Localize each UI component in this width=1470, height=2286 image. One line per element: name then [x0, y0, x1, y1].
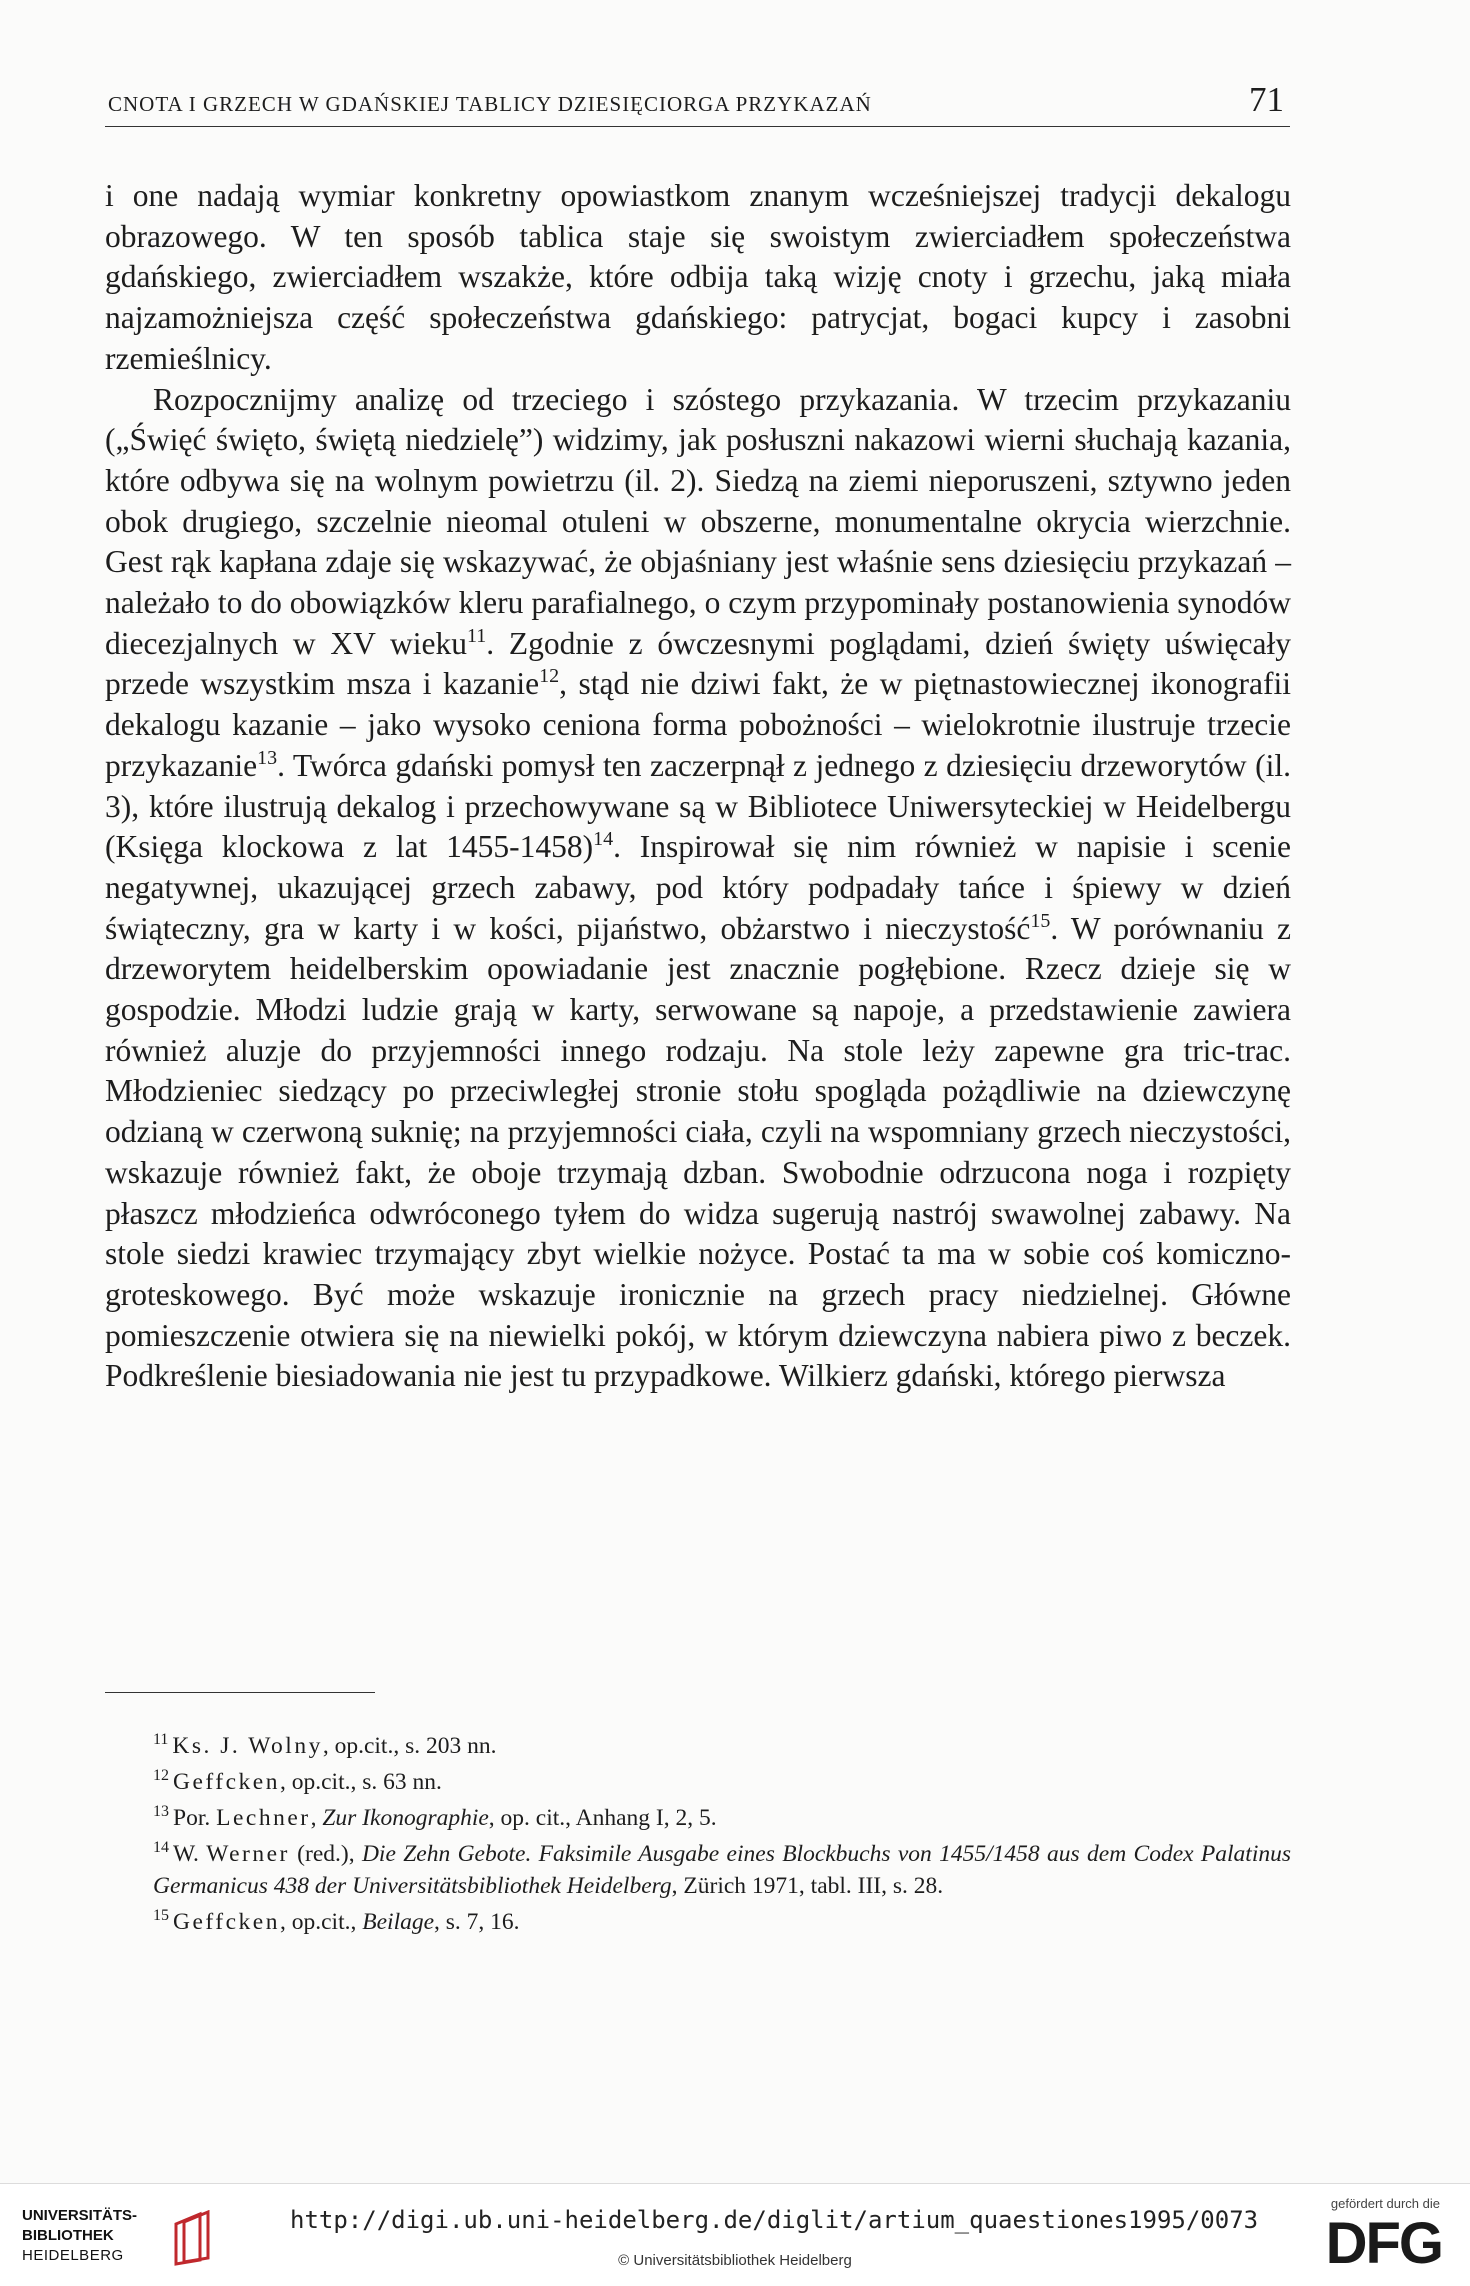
paragraph-2-text-e: . Inspirował się nim również w napisie i scenie negatywnej, ukazującej grzech zabawy, pod który podpadały tańce i śpiewy w dzień świąteczny, gra w karty i w kości, pijaństwo, obżarstwo i nieczystość — [105, 829, 1291, 946]
footnote-12 — [105, 1766, 1291, 1798]
footnote-15 — [105, 1906, 1291, 1938]
footnote-title: Beilage — [362, 1909, 435, 1935]
running-header — [105, 78, 1290, 127]
copyright-notice: © Universitätsbibliothek Heidelberg — [618, 2252, 852, 2269]
funding-note: gefördert durch die — [1330, 2196, 1440, 2211]
library-name-line2: BIBLIOTHEK — [22, 2227, 114, 2244]
footnote-prefix: Por. — [173, 1805, 217, 1831]
footnote-author: Ks. J. Wolny — [172, 1733, 323, 1759]
footnote-title: Die Zehn Gebote. Faksimile Ausgabe eines Blockbuchs von 1455/1458 aus dem Codex Palatinus Germanicus 438 der Universitätsbibliothek Heidelberg — [153, 1841, 1292, 1899]
footnote-ref-11[interactable]: 11 — [467, 624, 487, 647]
viewer-footer — [0, 2183, 1470, 2286]
footnote-number: 11 — [153, 1731, 169, 1748]
library-logo[interactable] — [22, 2206, 222, 2268]
footnote-text: , Zürich 1971, tabl. III, s. 28. — [671, 1873, 944, 1899]
paragraph-1: i one nadają wymiar konkretny opowiastkom znanym wcześniejszej tradycji dekalogu obrazowego. W ten sposób tablica staje się swoistym zwierciadłem społeczeństwa gdańskiego, zwierciadłem wszakże, które odbija taką wizję cnoty i grzechu, jaką miała najzamożniejsza część społeczeństwa gdańskiego: patrycjat, bogaci kupcy i zasobni rzemieślnicy. — [105, 178, 1291, 376]
footnote-ref-12[interactable]: 12 — [539, 665, 560, 688]
document-url-link[interactable]: http://digi.ub.uni-heidelberg.de/diglit/artium_quaestiones1995/0073 — [290, 2206, 1259, 2234]
footnote-11 — [105, 1730, 1291, 1762]
library-name-line1: UNIVERSITÄTS- — [22, 2207, 138, 2224]
dfg-logo[interactable]: DFG — [1325, 2211, 1442, 2276]
footnotes — [105, 1730, 1291, 1942]
paragraph-2-text-a: Rozpocznijmy analizę od trzeciego i szóstego przykazania. W trzecim przykazaniu („Święć święto, świętą niedzielę”) widzimy, jak posłuszni nakazowi wierni słuchają kazania, które odbywa się na wolnym powietrzu (il. 2). Siedzą na ziemi nieporuszeni, sztywno jeden obok drugiego, szczelnie nieomal otuleni w obszerne, monumentalne okrycia wierzchnie. Gest rąk kapłana zdaje się wskazywać, że objaśniany jest właśnie sens dziesięciu przykazań – należało to do obowiązków kleru parafialnego, o czym przypominały postanowienia synodów diecezjalnych w XV wieku — [105, 381, 1291, 661]
footnote-text: , op.cit., s. 63 nn. — [280, 1769, 442, 1795]
footnote-title: Zur Ikonographie — [322, 1805, 489, 1831]
footnote-13: $^{13}$ Por. Lechner, Zur Ikonographie, op. cit., Anhang I, 2, 5. — [153, 1803, 717, 1831]
paragraph-2-text-c: , stąd nie dziwi fakt, że w piętnastowiecznej ikonografii dekalogu kazanie – jako wysoko ceniona forma pobożności – wielokrotnie ilustruje trzecie przykazanie — [105, 666, 1291, 783]
footnote-author: Lechner — [216, 1805, 311, 1831]
footnote-author: Werner — [206, 1841, 290, 1867]
footnote-14 — [105, 1838, 1291, 1902]
footnote-number: 12 — [153, 1767, 169, 1784]
paragraph-2-text-d: . Twórca gdański pomysł ten zaczerpnął z jednego z dziesięciu drzeworytów (il. 3), które ilustrują dekalog i przechowywane są w Bibliotece Uniwersyteckiej w Heidelbergu (Księga klockowa z lat 1455-1458) — [105, 747, 1291, 865]
footnote-prefix: W. — [173, 1841, 207, 1867]
footnote-ref-13[interactable]: 13 — [257, 746, 278, 769]
footnote-ref-15[interactable]: 15 — [1030, 909, 1051, 932]
paragraph-2-text-f: . W porównaniu z drzeworytem heidelberskim opowiadanie jest znacznie pogłębione. Rzecz dzieje się w gospodzie. Młodzi ludzie grają w karty, serwowane są napoje, a przedstawienie zawiera również aluzje do przyjemności innego rodzaju. Na stole leży zapewne gra tric-trac. Młodzieniec siedzący po przeciwległej stronie stołu spogląda pożądliwie na dziewczynę odzianą w czerwoną suknię; na przyjemności ciała, czyli na wspomniany grzech nieczystości, wskazuje również fakt, że oboje trzymają dzban. Swobodnie odrzucona noga i rozpięty płaszcz młodzieńca odwróconego tyłem do widza sugerują nastrój swawolnej zabawy. Na stole siedzi krawiec trzymający zbyt wielkie nożyce. Postać ta ma w sobie coś komiczno-groteskowego. Być może wskazuje ironicznie na grzech pracy niedzielnej. Główne pomieszczenie otwiera się na niewielki pokój, w którym dziewczyna nabiera piwo z beczek. Podkreślenie biesiadowania nie jest tu przypadkowe. Wilkierz gdański, którego pierwsza — [105, 910, 1291, 1394]
page-number: 71 — [1249, 80, 1284, 119]
library-emblem-icon — [170, 2210, 214, 2266]
footnote-number: 14 — [153, 1839, 169, 1856]
footnote-divider — [105, 1692, 375, 1693]
paragraph-2-text-b: . Zgodnie z ówczesnymi poglądami, dzień święty uświęcały przede wszystkim msza i kazanie — [105, 625, 1291, 702]
footnote-text: , op. cit., Anhang I, 2, 5. — [488, 1805, 717, 1831]
footnote-author: Geffcken — [173, 1909, 280, 1935]
footnote-text: , op.cit., s. 203 nn. — [322, 1733, 497, 1759]
footnote-number: 13 — [153, 1803, 169, 1820]
body-text — [105, 176, 1291, 1397]
library-name-line3: HEIDELBERG — [22, 2247, 124, 2264]
footnote-text: , s. 7, 16. — [434, 1909, 520, 1935]
running-title: CNOTA I GRZECH W GDAŃSKIEJ TABLICY DZIESIĘCIORGA PRZYKAZAŃ — [108, 92, 872, 116]
footnote-text: (red.), — [289, 1841, 362, 1867]
paragraph-2 — [105, 380, 1291, 1398]
footnote-ref-14[interactable]: 14 — [593, 828, 614, 851]
footnote-text: , op.cit., — [280, 1909, 363, 1935]
footnote-author: Geffcken — [173, 1769, 280, 1795]
footnote-number: 15 — [153, 1907, 169, 1924]
